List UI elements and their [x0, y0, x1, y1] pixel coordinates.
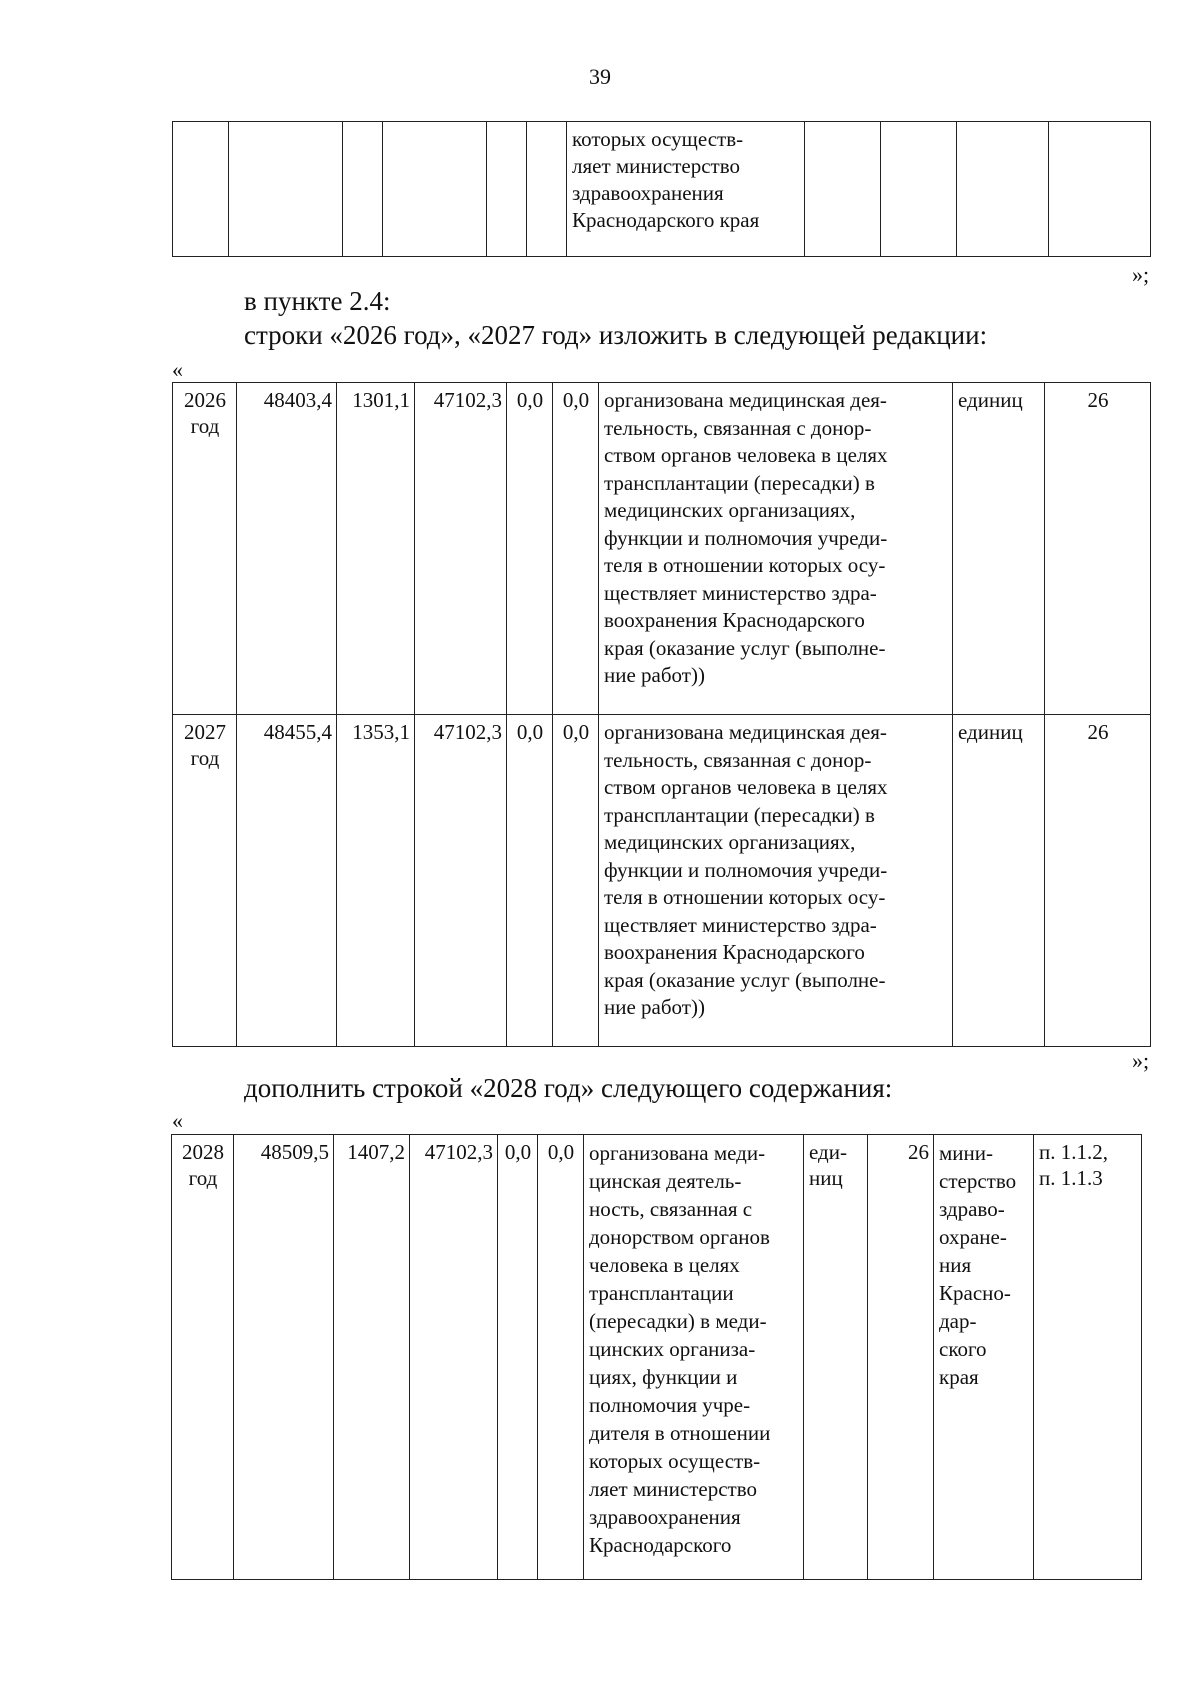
- value-cell: 1301,1: [337, 383, 415, 715]
- table-continuation: [172, 121, 1151, 257]
- value-cell: 47102,3: [415, 383, 507, 715]
- year-cell: 2028 год: [172, 1135, 234, 1580]
- unit-cell: единиц: [953, 383, 1045, 715]
- year-cell: 2027 год: [173, 715, 237, 1047]
- unit-cell: единиц: [953, 715, 1045, 1047]
- clause-intro: в пункте 2.4:: [244, 286, 391, 316]
- target-value-cell: 26: [1045, 383, 1151, 715]
- table-2028: [171, 1134, 1142, 1580]
- value-cell: 1353,1: [337, 715, 415, 1047]
- result-cell: организована медицинская дея- тельность, связанная с донор- ством органов человека в целях трансплантации (пересадки) в медицинских организациях, функции и полномочия учреди- теля в отношении которых осу- ществляет министерство здра- воохранения Краснодарского края (оказание услуг (выполне- ние работ)): [599, 383, 953, 715]
- value-cell: 0,0: [507, 715, 553, 1047]
- page-number: 39: [589, 64, 611, 89]
- closing-quote: »;: [1132, 1048, 1150, 1073]
- result-cell: которых осуществ- ляет министерство здравоохранения Краснодарского края: [567, 122, 805, 257]
- clause-rows-text: строки «2026 год», «2027 год» изложить в следующей редакции:: [244, 320, 988, 350]
- value-cell: 0,0: [553, 715, 599, 1047]
- opening-quote: «: [172, 1108, 183, 1133]
- add-row-text: дополнить строкой «2028 год» следующего содержания:: [244, 1073, 893, 1103]
- result-cell: организована медицинская дея- тельность, связанная с донор- ством органов человека в целях трансплантации (пересадки) в медицинских организациях, функции и полномочия учреди- теля в отношении которых осу- ществляет министерство здра- воохранения Краснодарского края (оказание услуг (выполне- ние работ)): [599, 715, 953, 1047]
- unit-cell: еди- ниц: [804, 1135, 868, 1580]
- table-row: [173, 383, 1151, 715]
- result-cell: организована меди- цинская деятель- ность, связанная с донорством органов человека в целях трансплантации (пересадки) в меди- цинских организа- циях, функции и полномочия учре- дителя в отношении которых осуществ- ляет министерство здравоохранения Краснодарского: [584, 1135, 804, 1580]
- total-cell: 48509,5: [234, 1135, 334, 1580]
- closing-quote: »;: [1132, 262, 1150, 287]
- value-cell: 0,0: [553, 383, 599, 715]
- total-cell: 48403,4: [237, 383, 337, 715]
- value-cell: 47102,3: [415, 715, 507, 1047]
- table-row: [173, 122, 1151, 257]
- value-cell: 0,0: [507, 383, 553, 715]
- target-value-cell: 26: [1045, 715, 1151, 1047]
- value-cell: 47102,3: [410, 1135, 498, 1580]
- target-value-cell: 26: [868, 1135, 934, 1580]
- reference-cell: п. 1.1.2, п. 1.1.3: [1034, 1135, 1142, 1580]
- opening-quote: «: [172, 357, 183, 382]
- value-cell: 0,0: [538, 1135, 584, 1580]
- total-cell: 48455,4: [237, 715, 337, 1047]
- table-row: [173, 715, 1151, 1047]
- value-cell: 1407,2: [334, 1135, 410, 1580]
- table-row: [172, 1135, 1142, 1580]
- year-cell: 2026 год: [173, 383, 237, 715]
- responsible-cell: мини- стерство здраво- охране- ния Красно- дар- ского края: [934, 1135, 1034, 1580]
- value-cell: 0,0: [498, 1135, 538, 1580]
- table-2026-2027: [172, 382, 1151, 1047]
